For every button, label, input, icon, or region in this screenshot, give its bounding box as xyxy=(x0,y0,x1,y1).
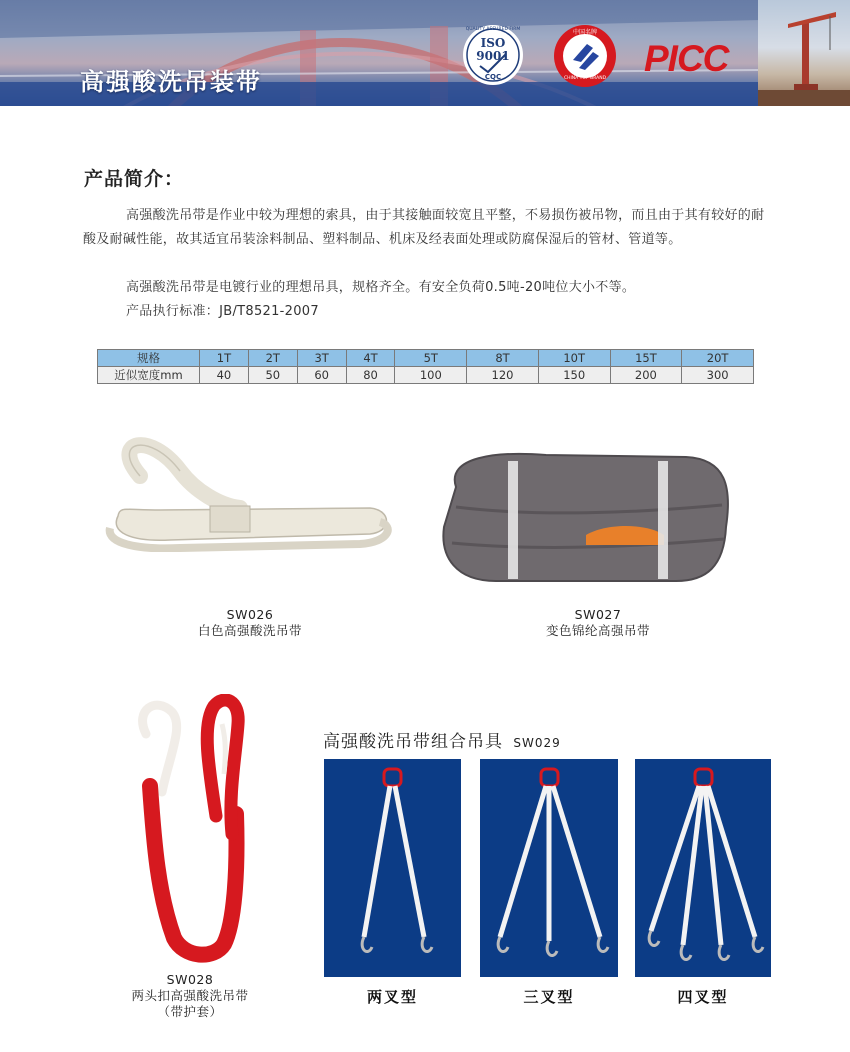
sw028-name: 两头扣高强酸洗吊带 xyxy=(131,988,249,1003)
brand-top-text: 中国名牌 xyxy=(572,29,597,36)
row-label-width: 近似宽度mm xyxy=(98,367,200,384)
page-title: 高强酸洗吊装带 xyxy=(80,68,262,96)
three-leg-panel xyxy=(480,759,618,977)
four-leg-label: 四叉型 xyxy=(677,988,729,1006)
sw026-white-sling-image xyxy=(100,436,400,552)
spec-cell: 4T xyxy=(346,350,395,367)
iso-number-text: 9001 xyxy=(476,49,510,63)
iso-cqc-text: CQC xyxy=(484,73,502,81)
two-leg-label: 两叉型 xyxy=(366,988,418,1006)
iso-main-text: ISO xyxy=(480,36,506,50)
row-label-spec: 规格 xyxy=(98,350,200,367)
width-cell: 50 xyxy=(248,367,297,384)
sw028-double-eye-sling-image xyxy=(128,694,254,966)
spec-cell: 3T xyxy=(297,350,346,367)
sw027-name: 变色锦纶高强吊带 xyxy=(545,623,650,638)
width-cell: 120 xyxy=(467,367,539,384)
spec-cell: 15T xyxy=(610,350,682,367)
width-cell: 100 xyxy=(395,367,467,384)
spec-cell: 10T xyxy=(538,350,610,367)
width-cell: 150 xyxy=(538,367,610,384)
china-top-brand-badge xyxy=(553,24,617,88)
spec-cell: 20T xyxy=(682,350,754,367)
four-leg-panel xyxy=(635,759,771,977)
spec-cell: 2T xyxy=(248,350,297,367)
sw028-note: （带护套） xyxy=(157,1004,223,1019)
sw028-code: SW028 xyxy=(166,972,214,987)
width-cell: 60 xyxy=(297,367,346,384)
table-row-width xyxy=(98,367,754,384)
sw027-code: SW027 xyxy=(574,607,622,622)
picc-logo: PICC xyxy=(644,38,729,79)
spec-cell: 1T xyxy=(200,350,249,367)
sw027-nylon-sling-image xyxy=(436,447,736,587)
sw026-name: 白色高强酸洗吊带 xyxy=(197,623,302,638)
crane-icon xyxy=(758,0,850,106)
three-leg-sling-icon xyxy=(480,759,618,977)
combo-code: SW029 xyxy=(513,736,561,750)
intro-paragraph-3: 产品执行标准：JB/T8521-2007 xyxy=(126,304,319,319)
header-banner xyxy=(0,0,760,106)
combo-title xyxy=(323,727,561,752)
table-row-spec xyxy=(98,350,754,367)
three-leg-label: 三叉型 xyxy=(523,988,575,1006)
spec-table xyxy=(97,349,754,384)
two-leg-panel xyxy=(324,759,461,977)
iso-ring-text: QUALITY ASSURED FIRM xyxy=(465,27,521,32)
four-leg-sling-icon xyxy=(635,759,771,977)
width-cell: 200 xyxy=(610,367,682,384)
spec-cell: 5T xyxy=(395,350,467,367)
iso-9001-badge xyxy=(462,24,524,86)
sw026-code: SW026 xyxy=(226,607,274,622)
combo-title-text: 高强酸洗吊带组合吊具 xyxy=(323,732,503,752)
spec-cell: 8T xyxy=(467,350,539,367)
two-leg-sling-icon xyxy=(324,759,461,977)
harbor-crane-photo xyxy=(758,0,850,106)
intro-paragraph-2: 高强酸洗吊带是电镀行业的理想吊具，规格齐全。有安全负荷0.5吨-20吨位大小不等。 xyxy=(126,280,636,295)
width-cell: 300 xyxy=(682,367,754,384)
intro-heading: 产品简介： xyxy=(84,168,185,190)
brand-bottom-text: CHINA TOP BRAND xyxy=(563,76,607,81)
intro-paragraph-1: 高强酸洗吊带是作业中较为理想的索具，由于其接触面较宽且平整，不易损伤被吊物，而且由于其有较好的耐酸及耐碱性能，故其适宜吊装涂料制品、塑料制品、机床及经表面处理或防腐保湿后的管材、管道等。 xyxy=(83,208,765,247)
width-cell: 40 xyxy=(200,367,249,384)
width-cell: 80 xyxy=(346,367,395,384)
